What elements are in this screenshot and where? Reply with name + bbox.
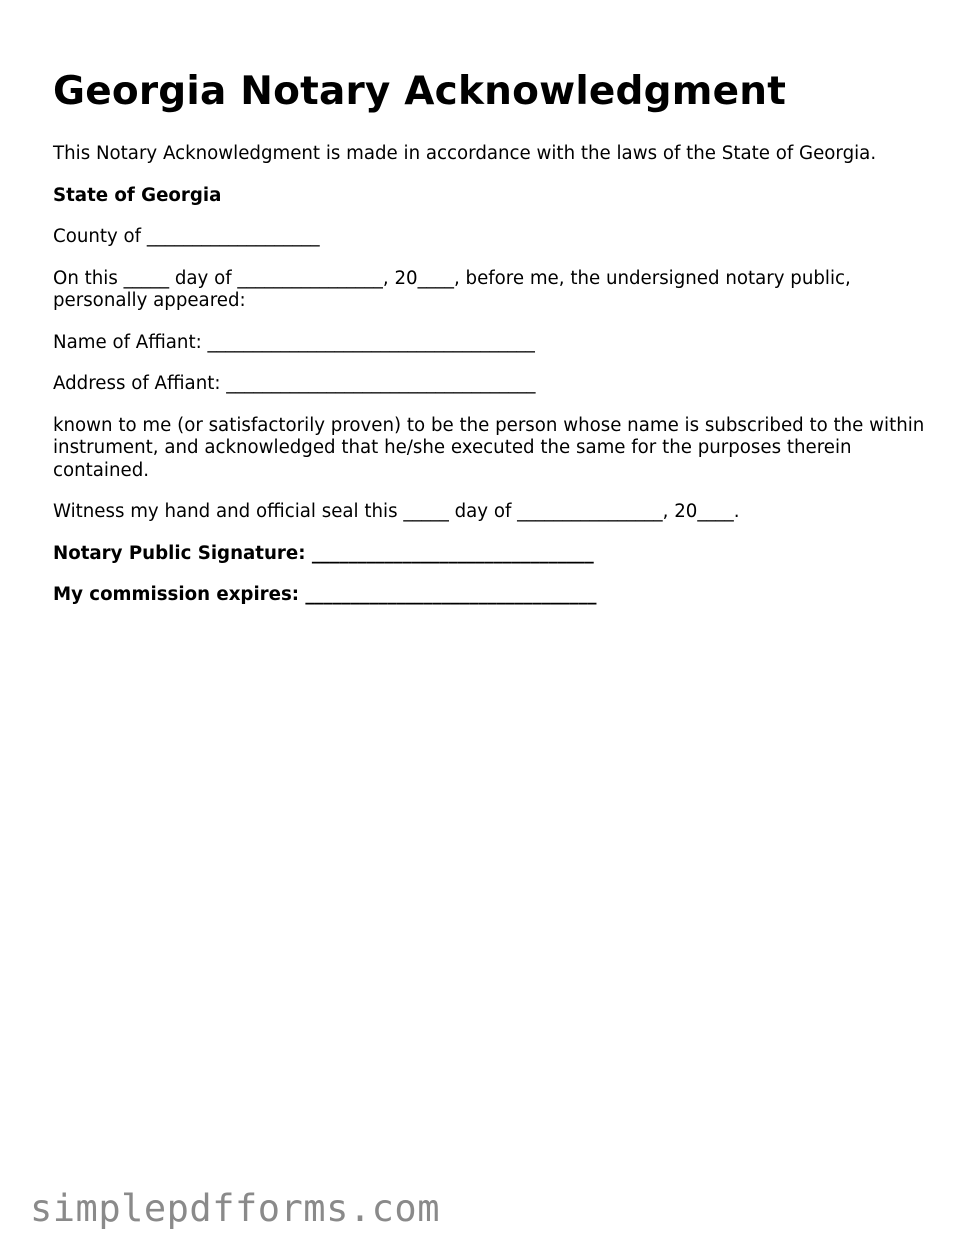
watermark: simplepdfforms.com [30,1187,440,1230]
affiant-name-line: Name of Affiant: ____________________________________ [53,331,535,353]
document-title: Georgia Notary Acknowledgment [53,69,787,114]
county-line: County of ___________________ [53,226,320,247]
intro-paragraph: This Notary Acknowledgment is made in accordance with the laws of the State of Georgia. [53,143,877,164]
notary-signature-line: Notary Public Signature: _______________________________ [53,542,594,564]
state-heading: State of Georgia [53,184,222,206]
acknowledgment-statement: known to me (or satisfactorily proven) to be the person whose name is subscribed to the within instrument, and acknowledged that he/she executed the same for the purposes therein contained. [53,414,925,481]
commission-expires-line: My commission expires: ________________________________ [53,584,597,605]
affiant-address-line: Address of Affiant: __________________________________ [53,373,536,394]
date-line: On this _____ day of ________________, 20____, before me, the undersigned notary public, personally appeared: [53,267,851,311]
witness-line: Witness my hand and official seal this _____ day of ________________, 20____. [53,501,740,522]
document-page [53,66,933,626]
